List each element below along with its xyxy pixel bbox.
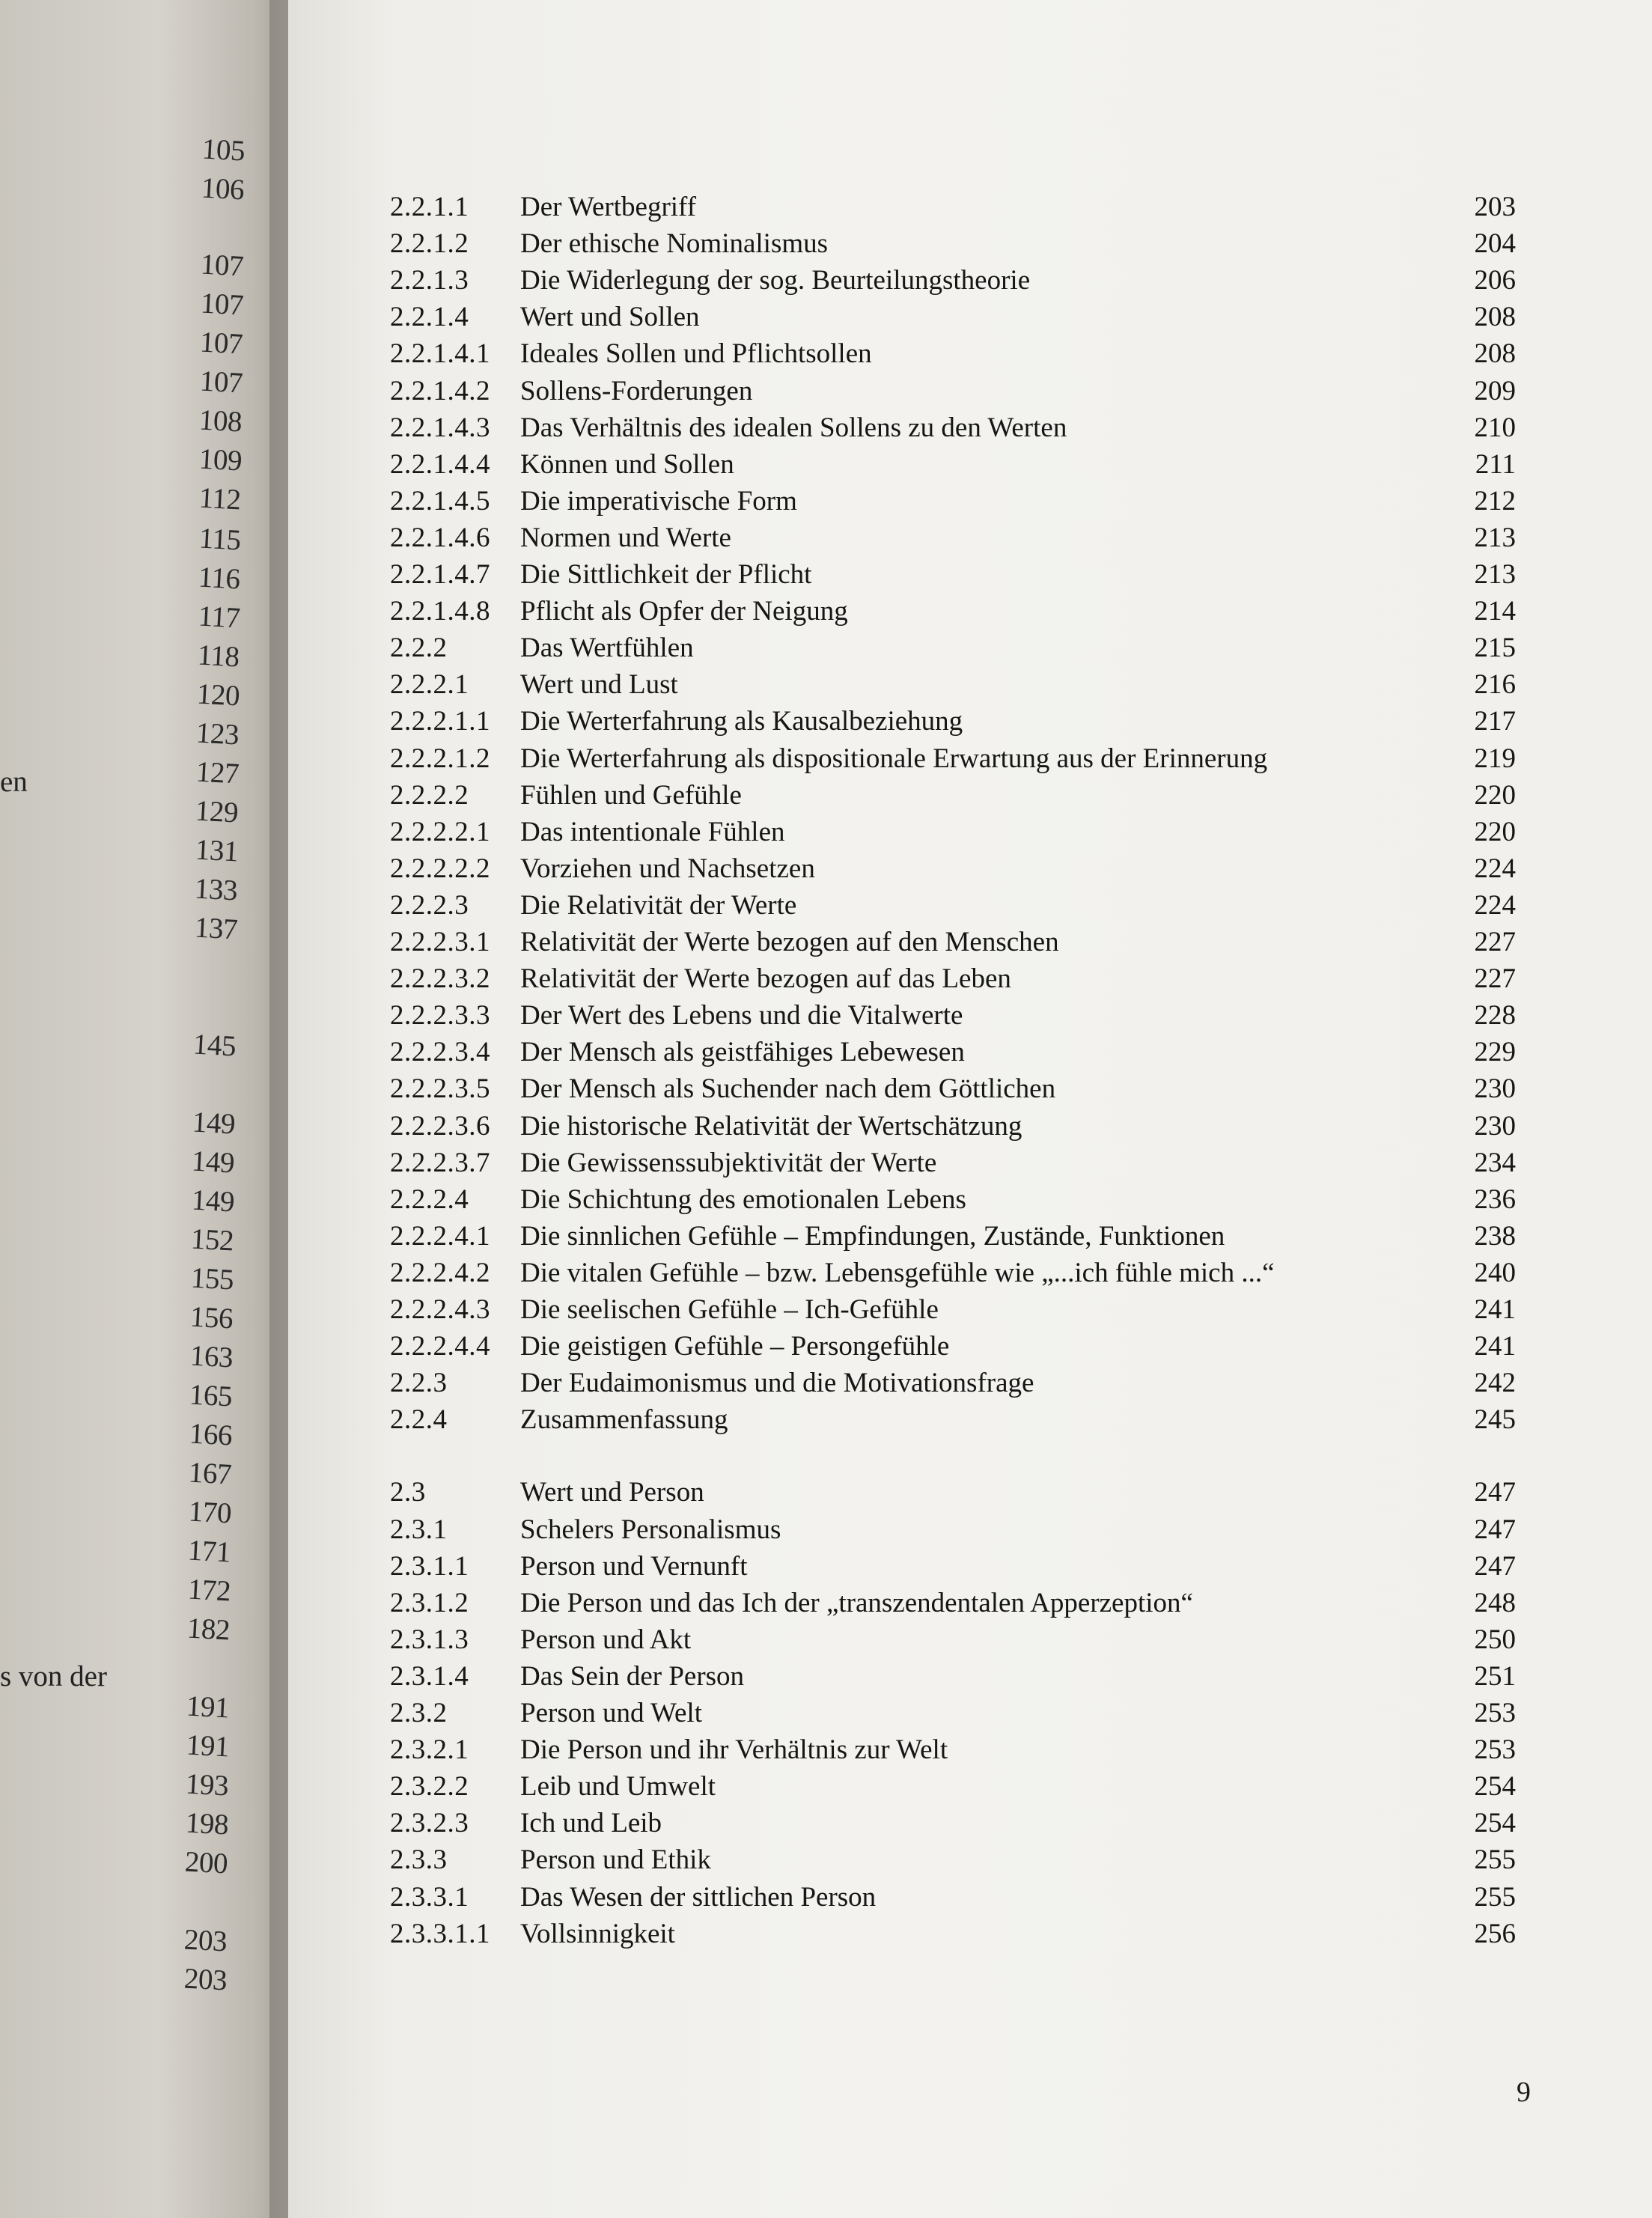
toc-entry <box>288 409 1652 446</box>
previous-page-number: 145 <box>192 1028 237 1063</box>
toc-entry-number: 2.2.1.4.1 <box>390 338 490 370</box>
toc-entry-page: 234 <box>1474 1147 1516 1178</box>
toc-entry-page: 212 <box>1474 485 1516 517</box>
toc-entry <box>288 520 1652 556</box>
toc-entry-page: 213 <box>1474 522 1516 553</box>
toc-entry-page: 238 <box>1474 1220 1516 1252</box>
previous-page-number: 120 <box>195 677 241 713</box>
toc-entry <box>288 814 1652 850</box>
previous-page-number: 171 <box>186 1534 232 1569</box>
toc-entry <box>288 373 1652 409</box>
toc-entry-title: Die Schichtung des emotionalen Lebens <box>520 1183 966 1215</box>
toc-entry-title: Der ethische Nominalismus <box>520 228 829 260</box>
toc-entry-page: 240 <box>1474 1257 1516 1288</box>
toc-entry-title: Vollsinnigkeit <box>520 1918 675 1949</box>
toc-entry-number: 2.2.2.2.1 <box>390 816 490 847</box>
previous-page-number: 106 <box>200 171 246 207</box>
toc-entry-page: 227 <box>1474 927 1516 957</box>
previous-page-number: 105 <box>201 132 246 168</box>
toc-entry <box>288 1768 1652 1805</box>
toc-entry-title: Person und Akt <box>520 1624 692 1655</box>
toc-entry-title: Sollens-Forderungen <box>520 375 753 406</box>
toc-entry-number: 2.2.2.1 <box>390 669 469 701</box>
toc-entry-number: 2.2.1.2 <box>390 228 469 260</box>
toc-entry-number: 2.2.2.3.4 <box>390 1037 490 1068</box>
toc-entry <box>288 666 1652 703</box>
toc-entry-number: 2.2.2.2 <box>390 779 469 811</box>
toc-entry-page: 213 <box>1474 559 1516 590</box>
toc-entry-title: Zusammenfassung <box>520 1404 728 1436</box>
toc-entry-number: 2.3.2.2 <box>390 1771 469 1803</box>
toc-entry-title: Die vitalen Gefühle – bzw. Lebensgefühle wie „...ich fühle mich ...“ <box>520 1257 1275 1288</box>
toc-entry-page: 229 <box>1474 1037 1516 1068</box>
toc-entry <box>288 740 1652 777</box>
previous-page-number: 191 <box>185 1728 231 1764</box>
toc-entry-number: 2.2.2.3.6 <box>390 1110 490 1142</box>
toc-entry-page: 206 <box>1474 265 1516 296</box>
toc-entry <box>288 1255 1652 1291</box>
previous-page-number: 167 <box>187 1456 233 1491</box>
toc-entry-title: Normen und Werte <box>520 522 731 553</box>
toc-entry-title: Wert und Sollen <box>520 302 700 333</box>
toc-entry <box>288 1695 1652 1731</box>
toc-entry-page: 228 <box>1474 1000 1516 1032</box>
previous-page-number: 107 <box>199 248 245 283</box>
toc-entry <box>288 997 1652 1034</box>
toc-entry-page: 241 <box>1474 1294 1516 1325</box>
previous-page-number: 163 <box>189 1339 234 1374</box>
toc-entry-page: 220 <box>1474 779 1516 811</box>
toc-entry-page: 254 <box>1474 1771 1516 1803</box>
toc-entry-page: 203 <box>1474 192 1516 222</box>
previous-page-number: 109 <box>198 442 243 478</box>
previous-page-number: 203 <box>183 1923 228 1958</box>
toc-entry-title: Wert und Person <box>520 1477 704 1508</box>
toc-entry-page: 256 <box>1474 1918 1516 1949</box>
toc-entry-number: 2.2.1.4 <box>390 302 469 333</box>
toc-entry <box>288 1145 1652 1181</box>
previous-page-number: 107 <box>199 287 245 322</box>
toc-entry <box>288 924 1652 960</box>
toc-entry <box>288 850 1652 887</box>
toc-entry-title: Die Relativität der Werte <box>520 889 797 921</box>
previous-page-number: 182 <box>186 1612 231 1647</box>
toc-entry-page: 208 <box>1474 302 1516 333</box>
toc-entry <box>288 335 1652 372</box>
toc-entry-number: 2.2.2.3.1 <box>390 927 490 957</box>
toc-entry-number: 2.2.2.3.5 <box>390 1073 490 1105</box>
toc-entry <box>288 1916 1652 1952</box>
toc-entry-number: 2.3.1 <box>390 1514 448 1545</box>
toc-entry-number: 2.2.2.4.4 <box>390 1331 490 1362</box>
toc-entry-title: Die geistigen Gefühle – Persongefühle <box>520 1331 950 1362</box>
toc-entry-page: 247 <box>1474 1550 1516 1582</box>
toc-entry-number: 2.2.1.1 <box>390 192 469 222</box>
toc-entry-page: 208 <box>1474 338 1516 370</box>
toc-entry-title: Der Wert des Lebens und die Vitalwerte <box>520 1000 963 1032</box>
toc-entry-page: 242 <box>1474 1368 1516 1399</box>
toc-entry-number: 2.2.4 <box>390 1404 448 1436</box>
toc-entry-page: 224 <box>1474 889 1516 921</box>
previous-page-number: 117 <box>198 600 242 635</box>
previous-page-number: 155 <box>189 1261 235 1297</box>
toc-entry-page: 224 <box>1474 853 1516 884</box>
toc-entry-number: 2.3.1.1 <box>390 1550 469 1582</box>
toc-entry-title: Schelers Personalismus <box>520 1514 781 1545</box>
previous-page-number: 116 <box>198 561 242 596</box>
toc-entry-number: 2.2.2.4.3 <box>390 1294 490 1325</box>
toc-entry-number: 2.3.2.1 <box>390 1734 469 1766</box>
toc-entry-title: Die Werterfahrung als Kausalbeziehung <box>520 706 963 737</box>
previous-page <box>0 0 288 2218</box>
toc-entry <box>288 777 1652 814</box>
previous-page-number: 170 <box>187 1495 233 1530</box>
previous-page-number: 149 <box>191 1106 237 1141</box>
toc-entry-title: Ideales Sollen und Pflichtsollen <box>520 338 872 370</box>
toc-entry <box>288 1034 1652 1070</box>
toc-entry <box>288 703 1652 740</box>
toc-entry-title: Die Gewissenssubjektivität der Werte <box>520 1147 937 1178</box>
toc-entry-title: Das Wesen der sittlichen Person <box>520 1881 877 1913</box>
previous-page-fragment: en <box>0 766 28 798</box>
previous-page-number: 152 <box>189 1222 235 1258</box>
toc-entry-number: 2.2.2 <box>390 633 448 664</box>
previous-page-number: 127 <box>195 755 240 790</box>
previous-page-number: 203 <box>183 1962 228 1997</box>
toc-entry-number: 2.2.1.4.4 <box>390 448 490 480</box>
toc-entry-page: 227 <box>1474 963 1516 995</box>
toc-entry-title: Fühlen und Gefühle <box>520 779 742 811</box>
toc-entry-number: 2.2.1.4.6 <box>390 522 490 553</box>
toc-entry-page: 211 <box>1475 448 1516 480</box>
toc-entry-number: 2.2.2.3 <box>390 889 469 921</box>
toc-entry-page: 255 <box>1474 1881 1516 1913</box>
toc-entry-page: 250 <box>1474 1624 1516 1655</box>
previous-page-fragment: s von der <box>0 1660 107 1693</box>
toc-entry-number: 2.3 <box>390 1477 426 1508</box>
toc-entry <box>288 556 1652 593</box>
toc-entry-number: 2.2.2.4 <box>390 1183 469 1215</box>
toc-entry-title: Die seelischen Gefühle – Ich-Gefühle <box>520 1294 939 1325</box>
toc-entry-number: 2.2.2.1.1 <box>390 706 490 737</box>
toc-entry-title: Der Mensch als geistfähiges Lebewesen <box>520 1037 965 1068</box>
toc-entry-number: 2.2.2.1.2 <box>390 743 490 774</box>
toc-entry-page: 216 <box>1474 669 1516 701</box>
toc-entry-title: Das Verhältnis des idealen Sollens zu den Werten <box>520 412 1067 443</box>
toc-entry-number: 2.2.3 <box>390 1368 448 1399</box>
toc-entry <box>288 887 1652 924</box>
toc-entry <box>288 1108 1652 1145</box>
toc-entry-number: 2.2.1.4.3 <box>390 412 490 443</box>
toc-entry-page: 255 <box>1474 1844 1516 1876</box>
toc-entry-page: 245 <box>1474 1404 1516 1436</box>
toc-entry-title: Person und Ethik <box>520 1844 711 1876</box>
toc-entry <box>288 299 1652 335</box>
toc-entry <box>288 630 1652 666</box>
toc-entry-page: 241 <box>1474 1331 1516 1362</box>
toc-entry-number: 2.2.1.4.8 <box>390 596 490 627</box>
previous-page-number: 165 <box>188 1378 234 1413</box>
previous-page-number: 156 <box>189 1300 234 1335</box>
toc-entry <box>288 1328 1652 1365</box>
toc-entry-number: 2.2.1.3 <box>390 265 469 296</box>
toc-entry-page: 204 <box>1474 228 1516 260</box>
toc-entry-title: Die Person und ihr Verhältnis zur Welt <box>520 1734 948 1766</box>
toc-entry-page: 210 <box>1474 412 1516 443</box>
toc-entry-title: Das Sein der Person <box>520 1660 745 1692</box>
toc-entry-page: 251 <box>1474 1660 1516 1692</box>
previous-page-number: 149 <box>190 1145 236 1180</box>
toc-entry <box>288 1511 1652 1548</box>
toc-entry-page: 214 <box>1474 596 1516 627</box>
previous-page-number: 133 <box>193 872 239 907</box>
toc-entry <box>288 262 1652 299</box>
toc-entry <box>288 1291 1652 1328</box>
toc-entry-title: Die Person und das Ich der „transzendentalen Apperzeption“ <box>520 1587 1193 1618</box>
toc-entry <box>288 225 1652 262</box>
toc-entry-number: 2.3.1.4 <box>390 1660 469 1692</box>
toc-entry-title: Die Sittlichkeit der Pflicht <box>520 559 812 590</box>
toc-entry-page: 230 <box>1474 1073 1516 1105</box>
toc-entry-title: Der Wertbegriff <box>520 192 697 222</box>
previous-page-number: 198 <box>184 1806 230 1841</box>
toc-entry-number: 2.3.2 <box>390 1698 448 1728</box>
toc-entry <box>288 1805 1652 1841</box>
toc-entry-page: 248 <box>1474 1587 1516 1618</box>
toc-entry-title: Der Eudaimonismus und die Motivationsfrage <box>520 1368 1034 1399</box>
toc-entry <box>288 483 1652 520</box>
toc-entry <box>288 1365 1652 1401</box>
toc-entry-number: 2.2.2.3.2 <box>390 963 490 995</box>
previous-page-number: 115 <box>198 522 243 557</box>
toc-entry <box>288 446 1652 483</box>
toc-entry-page: 220 <box>1474 816 1516 847</box>
toc-entry-title: Ich und Leib <box>520 1808 662 1839</box>
toc-entry-number: 2.2.2.4.1 <box>390 1220 490 1252</box>
toc-entry-page: 247 <box>1474 1477 1516 1508</box>
toc-entry-title: Können und Sollen <box>520 448 734 480</box>
toc-entry-number: 2.2.2.3.3 <box>390 1000 490 1032</box>
previous-page-number: 108 <box>198 403 243 439</box>
toc-entry-page: 247 <box>1474 1514 1516 1545</box>
toc-entry <box>288 1548 1652 1585</box>
previous-page-number: 137 <box>193 911 239 946</box>
toc-entry <box>288 1070 1652 1107</box>
toc-entry-number: 2.3.3.1 <box>390 1881 469 1913</box>
toc-entry-number: 2.2.1.4.5 <box>390 485 490 517</box>
toc-entry-title: Pflicht als Opfer der Neigung <box>520 596 848 627</box>
previous-page-number: 118 <box>197 639 241 674</box>
toc-entry <box>288 189 1652 225</box>
toc-entry-title: Die historische Relativität der Wertschätzung <box>520 1110 1022 1142</box>
previous-page-number: 112 <box>198 481 243 517</box>
toc-entry-page: 215 <box>1474 633 1516 664</box>
toc-entry <box>288 1621 1652 1658</box>
toc-entry <box>288 593 1652 630</box>
toc-entry <box>288 1841 1652 1878</box>
toc-entry-title: Leib und Umwelt <box>520 1771 716 1803</box>
toc-entry <box>288 1401 1652 1438</box>
previous-page-number: 200 <box>183 1845 229 1880</box>
toc-entry-page: 217 <box>1474 706 1516 737</box>
previous-page-number: 166 <box>188 1417 234 1452</box>
toc-entry-title: Vorziehen und Nachsetzen <box>520 853 815 884</box>
table-of-contents <box>288 0 1652 2218</box>
toc-entry <box>288 1731 1652 1768</box>
toc-entry-title: Die sinnlichen Gefühle – Empfindungen, Zustände, Funktionen <box>520 1220 1225 1252</box>
toc-entry-number: 2.2.2.3.7 <box>390 1147 490 1178</box>
toc-entry-title: Wert und Lust <box>520 669 678 701</box>
toc-entry-title: Relativität der Werte bezogen auf das Leben <box>520 963 1011 995</box>
previous-page-number: 191 <box>185 1690 231 1725</box>
toc-entry-title: Person und Welt <box>520 1698 702 1728</box>
toc-entry <box>288 1658 1652 1695</box>
toc-entry-number: 2.3.1.3 <box>390 1624 469 1655</box>
toc-entry-page: 253 <box>1474 1698 1516 1728</box>
toc-entry-title: Das intentionale Fühlen <box>520 816 785 847</box>
toc-entry <box>288 1218 1652 1255</box>
toc-entry-number: 2.3.1.2 <box>390 1587 469 1618</box>
toc-entry-title: Der Mensch als Suchender nach dem Göttlichen <box>520 1073 1056 1105</box>
toc-entry-number: 2.2.2.2.2 <box>390 853 490 884</box>
previous-page-number: 129 <box>194 794 240 829</box>
page-number: 9 <box>1517 2077 1531 2108</box>
toc-entry-title: Person und Vernunft <box>520 1550 748 1582</box>
previous-page-number: 131 <box>194 833 240 868</box>
toc-entry-page: 236 <box>1474 1183 1516 1215</box>
toc-entry-title: Relativität der Werte bezogen auf den Menschen <box>520 927 1059 957</box>
previous-page-number: 172 <box>186 1573 232 1608</box>
toc-entry-page: 209 <box>1474 375 1516 406</box>
toc-entry-title: Die Werterfahrung als dispositionale Erwartung aus der Erinnerung <box>520 743 1268 774</box>
toc-entry-number: 2.2.1.4.2 <box>390 375 490 406</box>
toc-entry-title: Die Widerlegung der sog. Beurteilungstheorie <box>520 265 1031 296</box>
toc-entry-number: 2.2.2.4.2 <box>390 1257 490 1288</box>
previous-page-number: 149 <box>190 1183 236 1219</box>
toc-entry <box>288 960 1652 997</box>
toc-entry <box>288 1474 1652 1511</box>
toc-entry-title: Die imperativische Form <box>520 485 797 517</box>
toc-entry-number: 2.3.3.1.1 <box>390 1918 490 1949</box>
toc-entry <box>288 1181 1652 1218</box>
toc-entry-page: 254 <box>1474 1808 1516 1839</box>
toc-entry <box>288 1585 1652 1621</box>
toc-entry-page: 253 <box>1474 1734 1516 1766</box>
toc-entry-number: 2.3.3 <box>390 1844 448 1876</box>
toc-entry-number: 2.2.1.4.7 <box>390 559 490 590</box>
previous-page-number: 123 <box>195 716 240 752</box>
previous-page-number: 193 <box>184 1767 230 1803</box>
previous-page-number: 107 <box>198 365 244 400</box>
toc-entry-page: 219 <box>1474 743 1516 774</box>
previous-page-number: 107 <box>198 326 244 361</box>
toc-entry-number: 2.3.2.3 <box>390 1808 469 1839</box>
toc-entry <box>288 1879 1652 1916</box>
current-page <box>288 0 1652 2218</box>
toc-entry-title: Das Wertfühlen <box>520 633 694 664</box>
toc-entry-page: 230 <box>1474 1110 1516 1142</box>
